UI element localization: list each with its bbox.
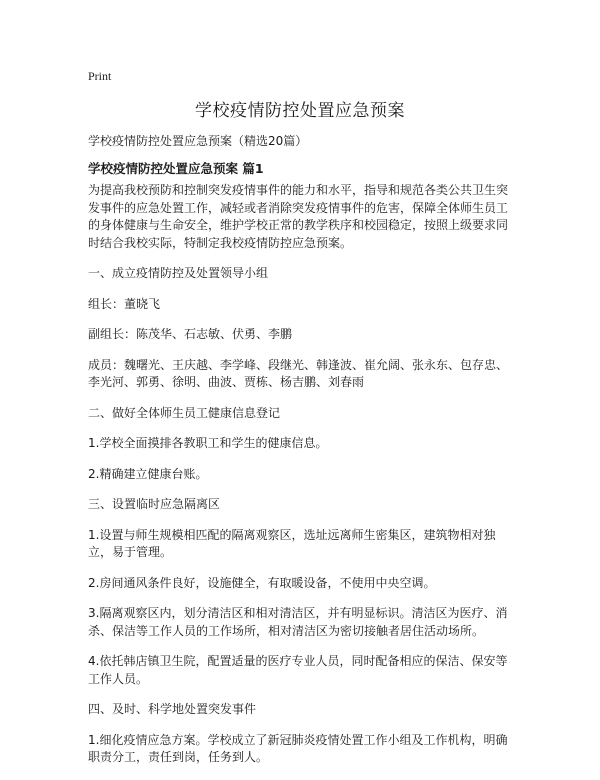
heading-isolation-area: 三、设置临时应急隔离区 xyxy=(88,497,221,511)
document-body xyxy=(88,182,514,780)
list-item: 4.依托韩店镇卫生院，配置适量的医疗专业人员，同时配备相应的保洁、保安等工作人员。 xyxy=(88,654,508,686)
heading-emergency-handling: 四、及时、科学地处置突发事件 xyxy=(88,702,257,716)
list-item: 1.细化疫情应急方案。学校成立了新冠肺炎疫情处置工作小组及工作机构，明确职责分工，责任到岗，任务到人。 xyxy=(88,732,508,764)
list-item: 2.精确建立健康台账。 xyxy=(88,466,208,481)
heading-leadership-group: 一、成立疫情防控及处置领导小组 xyxy=(88,266,269,280)
section-heading: 学校疫情防控处置应急预案 篇1 xyxy=(88,161,264,176)
heading-health-registration: 二、做好全体师生员工健康信息登记 xyxy=(88,405,281,420)
intro-paragraph: 为提高我校预防和控制突发疫情事件的能力和水平，指导和规范各类公共卫生突发事件的应急处置工作，减轻或者消除突发疫情事件的危害，保障全体师生员工的身体健康与生命安全，维护学校正常的教学秩序和校园稳定，按照上级要求同时结合我校实际，特制定我校疫情防控应急预案。 xyxy=(88,183,509,250)
print-link[interactable]: Print xyxy=(88,69,112,83)
deputy-leaders: 副组长：陈茂华、石志敏、伏勇、李鹏 xyxy=(88,327,293,341)
list-item: 2.房间通风条件良好，设施健全，有取暖设备，不使用中央空调。 xyxy=(88,575,436,590)
document-title: 学校疫情防控处置应急预案 xyxy=(195,101,405,121)
list-item: 1.设置与师生规模相匹配的隔离观察区，选址远离师生密集区，建筑物相对独立，易于管理。 xyxy=(88,527,496,559)
group-leader: 组长：董晓飞 xyxy=(88,296,161,311)
group-members: 成员：魏曙光、王庆越、李学峰、段继光、韩逢波、崔允阔、张永东、包存忠、李光河、郭勇、徐明、曲波、贾栋、杨吉鹏、刘春雨 xyxy=(88,357,509,389)
list-item: 3.隔离观察区内，划分清洁区和相对清洁区，并有明显标识。清洁区为医疗、消杀、保洁等工作人员的工作场所，相对清洁区为密切接触者居住活动场所。 xyxy=(88,606,508,638)
list-item: 1.学校全面摸排各教职工和学生的健康信息。 xyxy=(88,436,328,450)
document-subtitle: 学校疫情防控处置应急预案（精选20篇） xyxy=(88,134,308,148)
